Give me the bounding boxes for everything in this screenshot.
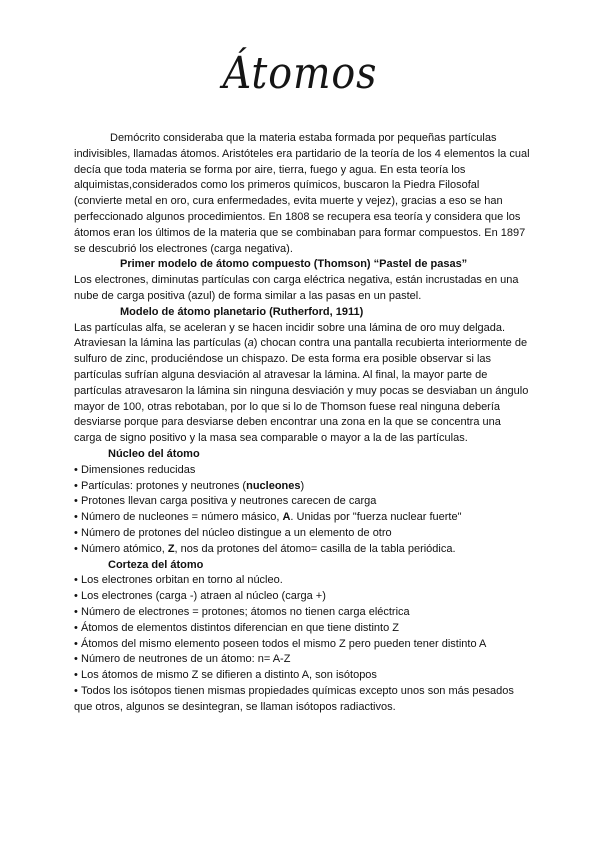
corteza-item <box>74 652 530 668</box>
corteza-item-text: Número de electrones = protones; átomos no tienen carga eléctrica <box>81 605 410 618</box>
bullet-icon: • <box>74 574 78 587</box>
corteza-item-text: Los electrones orbitan en torno al núcleo. <box>81 574 283 587</box>
nucleo-list <box>74 463 530 558</box>
nucleo-item-bold: nucleones <box>246 479 301 492</box>
corteza-item-text: Número de neutrones de un átomo: n= A-Z <box>81 653 291 666</box>
bullet-icon: • <box>74 495 78 508</box>
nucleo-item-text: Número de nucleones = número másico, <box>81 511 283 524</box>
rutherford-text-italic: a <box>247 337 254 350</box>
bullet-icon: • <box>74 637 78 650</box>
corteza-item <box>74 589 530 605</box>
corteza-item-text: Los electrones (carga -) atraen al núcleo (carga +) <box>81 590 326 603</box>
document-body <box>74 131 530 715</box>
bullet-icon: • <box>74 463 78 476</box>
nucleo-item-text: Dimensiones reducidas <box>81 463 196 476</box>
bullet-icon: • <box>74 653 78 666</box>
corteza-item-text: Los átomos de mismo Z se difieren a distinto A, son isótopos <box>81 669 377 682</box>
rutherford-text-part-2: ) chocan contra una pantalla recubierta interiormente de sulfuro de zinc, produciéndose un chispazo. De esta forma era posible observar si las partículas sufrían alguna desviación al atravesar la lámina. Al final, la mayor parte de partículas atravesaron la lámina sin ninguna desviación y muy pocas se desviaban un ángulo mayor de 100, otras rebotaban, por lo que si lo de Thomson fuese real ninguna debería desviarse porque para desviarse deben encontrar una zona en la que se concentra una carga de signo positivo y la masa sea comparable o mayor a la de las partículas. <box>74 337 529 445</box>
nucleo-item <box>74 479 530 495</box>
nucleo-item-bold: Z <box>167 542 175 555</box>
corteza-item <box>74 684 530 716</box>
nucleo-item <box>74 463 530 479</box>
nucleo-item-text: ) <box>300 479 305 492</box>
corteza-item <box>74 621 530 637</box>
bullet-icon: • <box>74 590 78 603</box>
rutherford-paragraph <box>74 321 530 447</box>
nucleo-item-text: , nos da protones del átomo= casilla de la tabla periódica. <box>174 542 456 555</box>
rutherford-heading: Modelo de átomo planetario (Rutherford, 1911) <box>120 305 364 318</box>
corteza-heading: Corteza del átomo <box>108 558 204 571</box>
nucleo-item <box>74 494 530 510</box>
corteza-item-text: Átomos del mismo elemento poseen todos el mismo Z pero pueden tener distinto A <box>81 637 487 650</box>
rutherford-text-part-1: Las partículas alfa, se aceleran y se hacen incidir sobre una lámina de oro muy delgada. Atraviesan la lámina las partículas ( <box>74 321 506 350</box>
bullet-icon: • <box>74 511 78 524</box>
nucleo-item <box>74 526 530 542</box>
nucleo-item <box>74 510 530 526</box>
nucleo-item-text: Protones llevan carga positiva y neutrones carecen de carga <box>81 495 377 508</box>
bullet-icon: • <box>74 542 78 555</box>
bullet-icon: • <box>74 479 78 492</box>
nucleo-item-text: Número de protones del núcleo distingue a un elemento de otro <box>81 526 392 539</box>
bullet-icon: • <box>74 684 78 697</box>
corteza-item-text: Todos los isótopos tienen mismas propiedades químicas excepto unos son más pesados que otros, algunos se desintegran, se llaman isótopos radiactivos. <box>74 684 514 713</box>
intro-paragraph: Demócrito consideraba que la materia estaba formada por pequeñas partículas indivisibles, llamadas átomos. Aristóteles era partidario de la teoría de los 4 elementos la cual decía que toda materia se forma por aire, tierra, fuego y agua. En esta teoría los alquimistas,considerados como los primeros químicos, buscaron la Piedra Filosofal (convierte metal en oro, cura enfermedades, evita muerte y vejez), gracias a eso se han perfeccionado algunos procedimientos. En 1808 se recupera esa teoría y considera que los átomos eran los últimos de la materia que se combinaban para formar compuestos. En 1897 se descubrió los electrones (carga negativa). <box>74 132 530 255</box>
nucleo-item-bold: A <box>282 511 291 524</box>
page-title: Átomos <box>222 48 378 99</box>
bullet-icon: • <box>74 669 78 682</box>
bullet-icon: • <box>74 621 78 634</box>
thomson-heading: Primer modelo de átomo compuesto (Thomson) “Pastel de pasas” <box>120 258 468 271</box>
corteza-item-text: Átomos de elementos distintos diferencian en que tiene distinto Z <box>81 621 399 634</box>
nucleo-item-text: Partículas: protones y neutrones ( <box>81 479 247 492</box>
corteza-item <box>74 573 530 589</box>
corteza-item <box>74 605 530 621</box>
bullet-icon: • <box>74 605 78 618</box>
corteza-list <box>74 573 530 715</box>
thomson-paragraph: Los electrones, diminutas partículas con carga eléctrica negativa, están incrustadas en una nube de carga positiva (azul) de forma similar a las pasas en un pastel. <box>74 274 519 302</box>
corteza-item <box>74 668 530 684</box>
nucleo-item-text: . Unidas por "fuerza nuclear fuerte" <box>290 511 462 524</box>
nucleo-item-text: Número atómico, <box>81 542 168 555</box>
bullet-icon: • <box>74 526 78 539</box>
nucleo-item <box>74 542 530 558</box>
corteza-item <box>74 637 530 653</box>
nucleo-heading: Núcleo del átomo <box>108 447 200 460</box>
